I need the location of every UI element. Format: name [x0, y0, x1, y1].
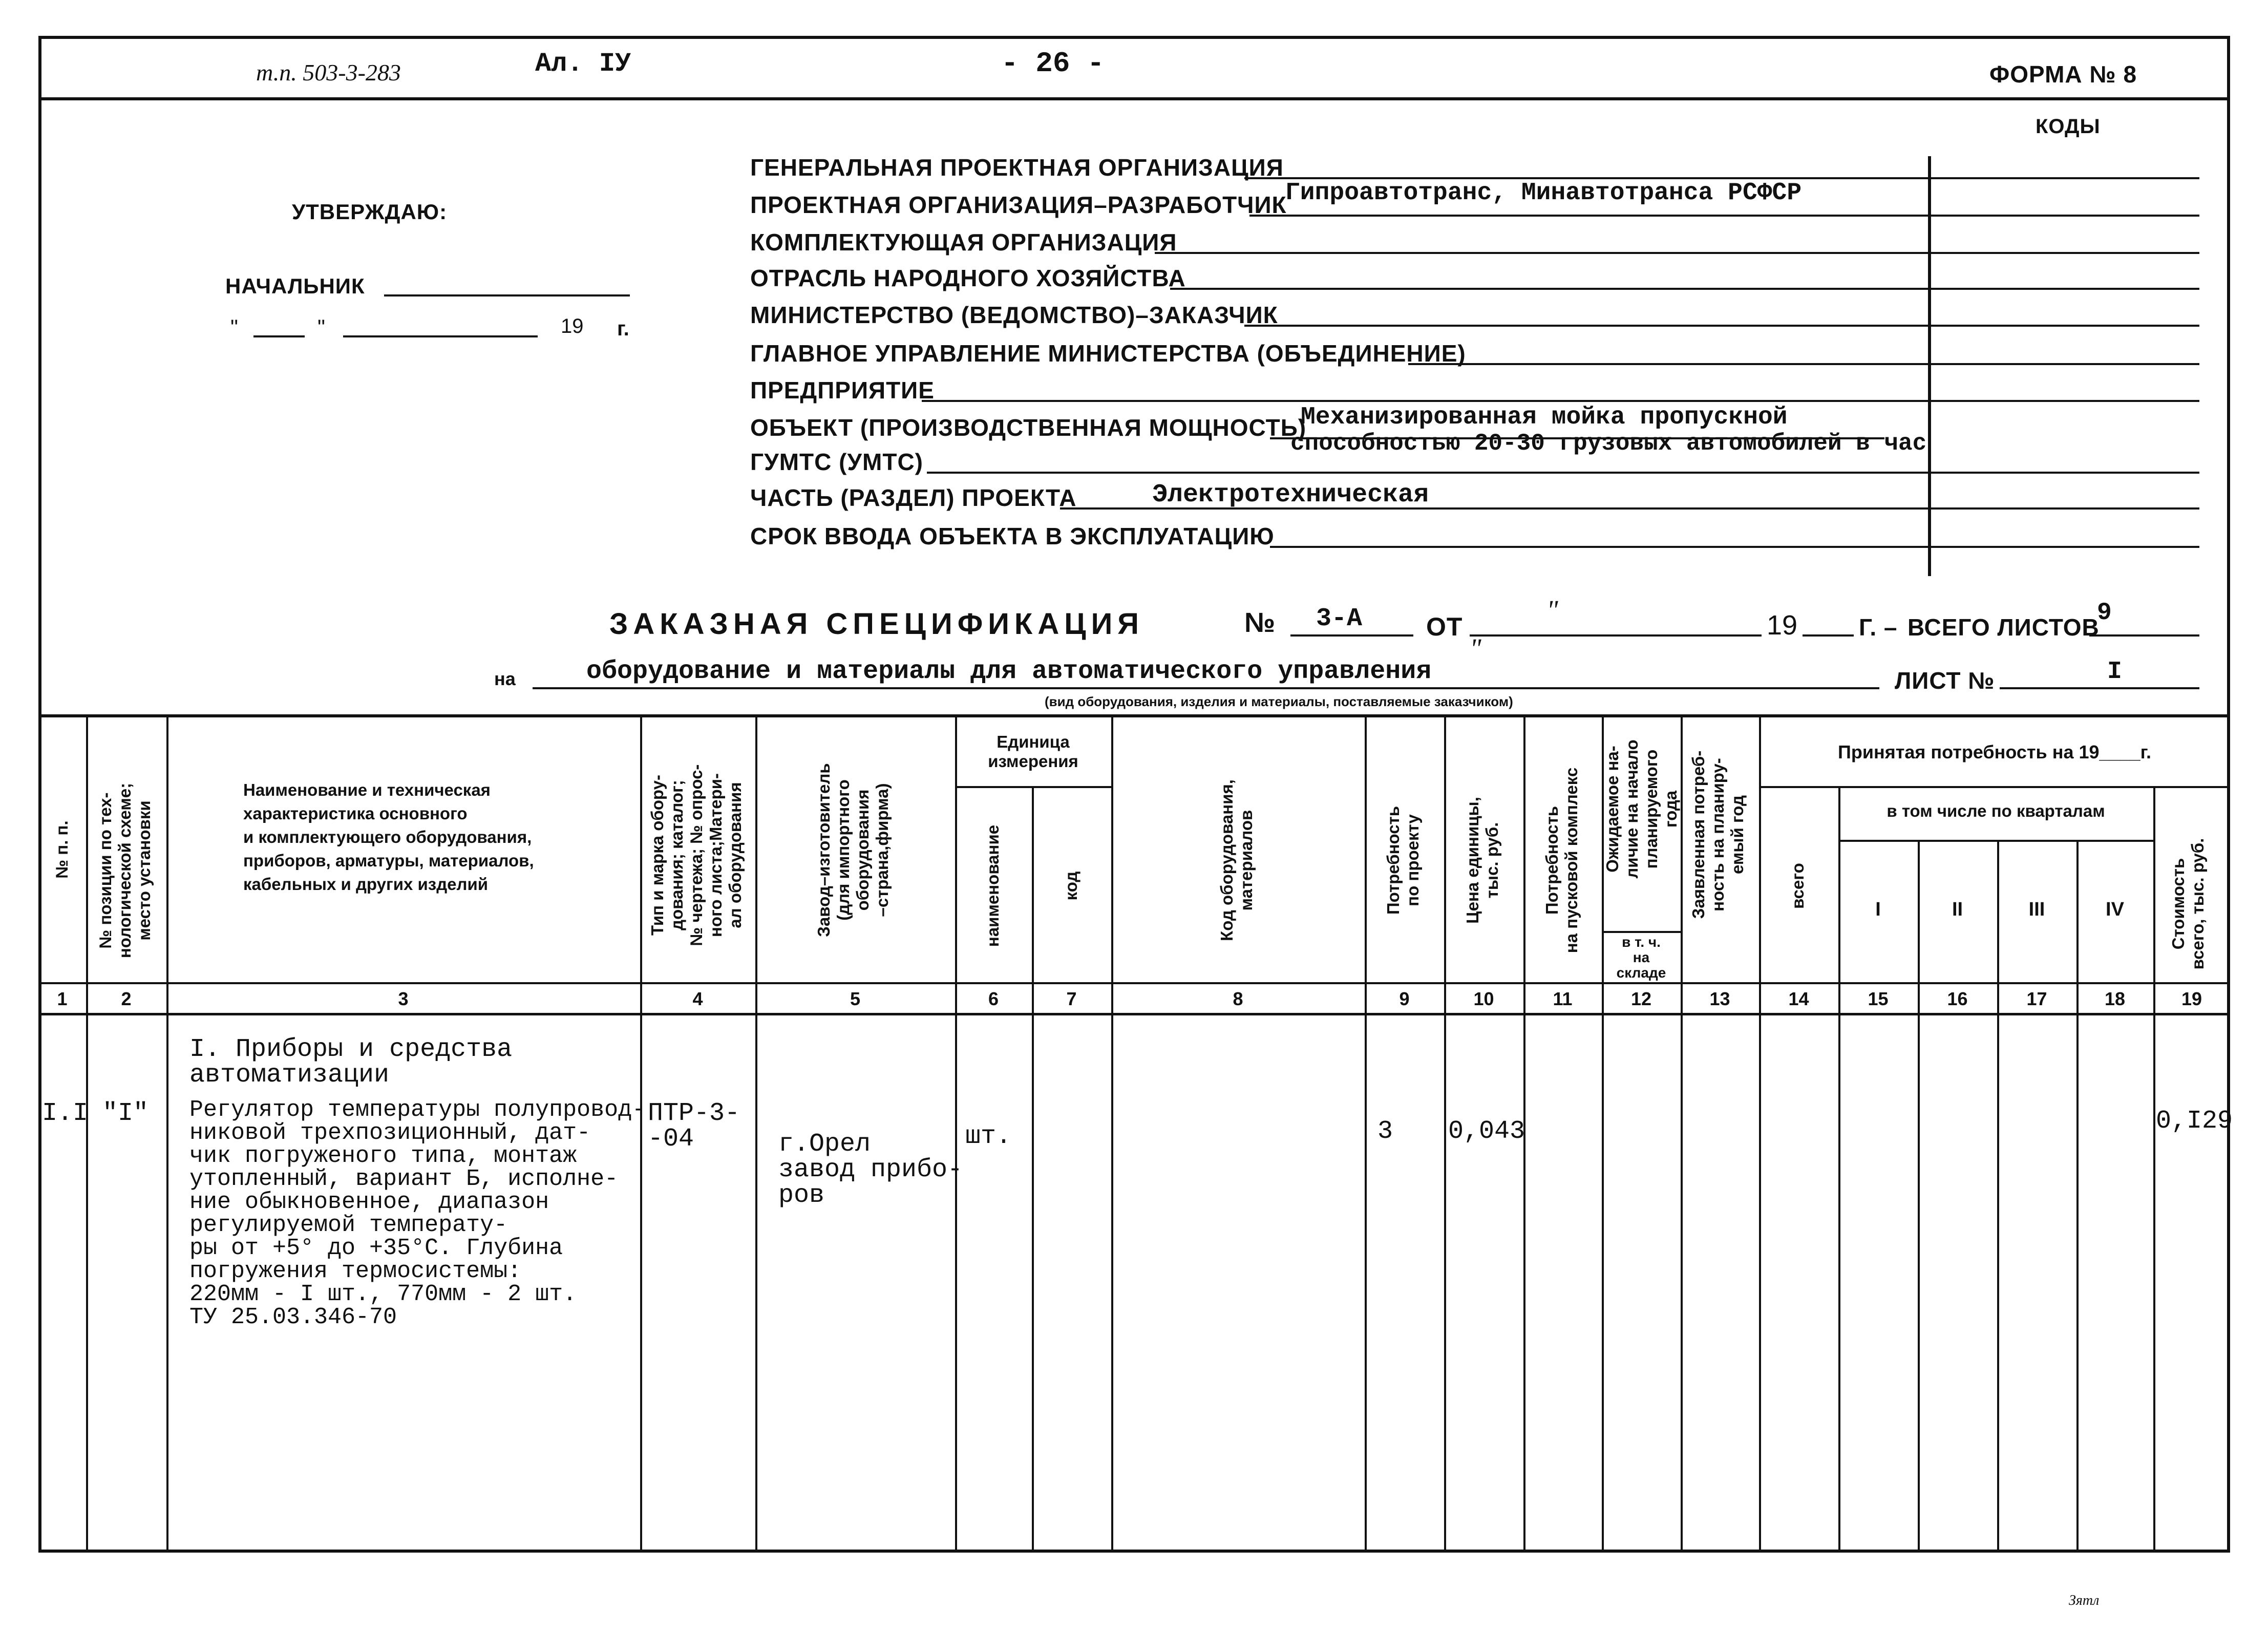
spec-date-line: [1470, 607, 1762, 637]
row-name: Регулятор температуры полупровод- никовой трехпозиционный, дат- чик погруженого типа, монтаж утопленный, вариант Б, исполне- ние обыкновенное, диапазон регулируемой температу- ры от +5° до +35°С. Глубина погружения термосистемы: 220мм - I шт., 770мм - 2 шт. ТУ 25.03.346-70: [189, 1097, 646, 1330]
form-number: ФОРМА № 8: [1989, 61, 2137, 88]
col-header-12: Ожидаемое на- личие на начало планируемого года: [1603, 739, 1680, 879]
album-number: Ал. IУ: [535, 49, 631, 79]
col-line-2: [166, 716, 168, 1551]
spec-number-value: 3-А: [1316, 604, 1363, 633]
ministry-label: МИНИСТЕРСТВО (ВЕДОМСТВО)–ЗАКАЗЧИК: [750, 302, 1278, 328]
chief-signature-line: [384, 274, 630, 296]
col-header-3: Наименование и техническая характеристика основного и комплектующего оборудования, приборов, арматуры, материалов, кабельных и других изделий: [243, 780, 534, 894]
col-number-18: 18: [2104, 988, 2126, 1009]
col-line-9: [1444, 716, 1446, 1551]
quarter-2-header: II: [1952, 899, 1963, 920]
spec-quote-close: ": [1470, 633, 1481, 664]
developer-org-label: ПРОЕКТНАЯ ОРГАНИЗАЦИЯ–РАЗРАБОТЧИК: [750, 192, 1287, 218]
spec-from-label: ОТ: [1426, 612, 1463, 641]
col-number-11: 11: [1553, 988, 1573, 1009]
col-number-4: 4: [692, 988, 703, 1009]
project-number: т.п. 503-3-283: [256, 59, 401, 86]
col-number-12: 12: [1630, 988, 1652, 1009]
spec-year-suffix: Г. –: [1859, 614, 1898, 641]
col-header-8: Код оборудования, материалов: [1217, 779, 1256, 941]
approve-title: УТВЕРЖДАЮ:: [292, 200, 448, 224]
col-header-11: Потребность на пусковой комплекс: [1542, 767, 1581, 953]
col-header-7: код: [1062, 871, 1080, 901]
col-line-15: [1918, 840, 1920, 1551]
col-line-1: [86, 716, 88, 1551]
row-number: I.I: [42, 1099, 89, 1128]
col-header-6: наименование: [983, 824, 1002, 947]
table-number-row-bottom: [38, 1013, 2230, 1015]
commissioning-label: СРОК ВВОДА ОБЪЕКТА В ЭКСПЛУАТАЦИЮ: [750, 523, 1275, 549]
industry-label: ОТРАСЛЬ НАРОДНОГО ХОЗЯЙСТВА: [750, 265, 1186, 291]
page-number: - 26 -: [1001, 47, 1105, 80]
col-number-7: 7: [1066, 988, 1077, 1009]
enterprise-line: [922, 376, 2199, 402]
project-part-value: Электротехническая: [1152, 480, 1429, 510]
col-line-13: [1759, 716, 1761, 1551]
col-header-1: № п. п.: [52, 820, 71, 879]
col-number-9: 9: [1399, 988, 1410, 1009]
col-line-18: [2153, 786, 2155, 1551]
sheet-no-line: [2000, 661, 2199, 689]
col-header-19: Стоимость всего, тыс. руб.: [2169, 838, 2207, 970]
col-number-10: 10: [1473, 988, 1494, 1009]
general-org-label: ГЕНЕРАЛЬНАЯ ПРОЕКТНАЯ ОРГАНИЗАЦИЯ: [750, 154, 1284, 181]
date-year: 19: [561, 315, 584, 337]
industry-line: [1170, 264, 2199, 290]
row-maker: г.Орел завод прибо- ров: [778, 1130, 963, 1210]
stock-subheader-rule: [1602, 931, 1681, 933]
date-month-line: [343, 315, 538, 337]
quarter-4-header: IV: [2106, 899, 2124, 920]
gumts-label: ГУМТС (УМТС): [750, 449, 923, 475]
col-line-7: [1111, 716, 1113, 1551]
sheets-label: ВСЕГО ЛИСТОВ: [1907, 614, 2100, 641]
col-line-6: [1032, 786, 1034, 1551]
frame-bottom: [38, 1550, 2230, 1553]
accepted-header: Принятая потребность на 19____г.: [1838, 741, 2151, 762]
row-unit: шт.: [965, 1122, 1012, 1151]
frame-right: [2227, 36, 2230, 1552]
quarters-header: в том числе по кварталам: [1887, 801, 2105, 820]
completing-org-line: [1155, 228, 2199, 254]
col-header-4: Тип и марка обору- дования; каталог; № чертежа; № опрос- ного листа;Матери- ал оборудования: [648, 764, 745, 946]
object-label: ОБЪЕКТ (ПРОИЗВОДСТВЕННАЯ МОЩНОСТЬ): [750, 414, 1307, 441]
spec-on-label: на: [494, 668, 516, 689]
main-department-label: ГЛАВНОЕ УПРАВЛЕНИЕ МИНИСТЕРСТВА (ОБЪЕДИНЕНИЕ): [750, 340, 1466, 367]
spec-on-value: оборудование и материалы для автоматического управления: [586, 657, 1432, 686]
unit-subheader-rule: [955, 786, 1111, 788]
codes-divider: [1928, 156, 1931, 576]
completing-org-label: КОМПЛЕКТУЮЩАЯ ОРГАНИЗАЦИЯ: [750, 229, 1177, 256]
col-number-15: 15: [1868, 988, 1889, 1009]
col-number-2: 2: [121, 988, 132, 1009]
header-rule: [38, 97, 2230, 100]
quarter-3-header: III: [2028, 899, 2045, 920]
spec-year-line: [1803, 607, 1854, 637]
col-header-14: всего: [1788, 863, 1807, 909]
chief-label: НАЧАЛЬНИК: [225, 274, 365, 298]
row-type: ПТР-3- -04: [648, 1099, 740, 1154]
col-header-12b: в т. ч. на складе: [1616, 934, 1666, 981]
col-line-8: [1365, 716, 1367, 1551]
col-number-1: 1: [57, 988, 68, 1009]
col-header-2: № позиции по тех- нологической схеме; место установки: [96, 782, 154, 959]
col-line-17: [2076, 840, 2079, 1551]
col-line-16: [1997, 840, 1999, 1551]
row-position: "I": [102, 1099, 149, 1128]
spec-title: ЗАКАЗНАЯ СПЕЦИФИКАЦИЯ: [609, 607, 1144, 641]
sheets-value: 9: [2097, 599, 2112, 627]
project-part-label: ЧАСТЬ (РАЗДЕЛ) ПРОЕКТА: [750, 484, 1077, 511]
col-number-8: 8: [1233, 988, 1243, 1009]
col-number-3: 3: [398, 988, 409, 1009]
accepted-subheader-rule: [1759, 786, 2230, 788]
col-number-13: 13: [1709, 988, 1730, 1009]
row-quantity: 3: [1377, 1117, 1393, 1146]
col-header-9: Потребность по проекту: [1384, 805, 1422, 915]
table-header-bottom: [38, 982, 2230, 984]
col-header-10: Цена единицы, тыс. руб.: [1463, 797, 1501, 924]
developer-org-value: Гипроавтотранс, Минавтотранса РСФСР: [1285, 179, 1802, 207]
row-price: 0,043: [1448, 1117, 1525, 1146]
footer-mark: Зятл: [2069, 1593, 2100, 1608]
date-quote-open: ": [230, 315, 238, 339]
col-number-5: 5: [850, 988, 861, 1009]
col-number-19: 19: [2181, 988, 2202, 1009]
col-number-16: 16: [1947, 988, 1968, 1009]
row-cost: 0,I29: [2156, 1107, 2233, 1136]
spec-year: 19: [1767, 610, 1798, 641]
section-heading: I. Приборы и средства автоматизации: [189, 1035, 513, 1090]
codes-label: КОДЫ: [2036, 115, 2101, 138]
date-year-suffix: г.: [617, 317, 629, 340]
spec-number-label: №: [1244, 607, 1276, 638]
spec-quote-open: ": [1546, 595, 1558, 625]
object-value: Механизированная мойка пропускной: [1301, 404, 1788, 431]
col-number-14: 14: [1788, 988, 1809, 1009]
quarter-1-header: I: [1875, 899, 1881, 920]
date-day-line: [253, 315, 305, 337]
commissioning-line: [1270, 522, 2199, 548]
ministry-line: [1244, 301, 2199, 327]
main-department-line: [1408, 340, 2199, 365]
frame-left: [38, 36, 41, 1552]
col-line-12: [1681, 716, 1683, 1551]
sheet-no-value: I: [2107, 658, 2122, 686]
general-org-line: [1244, 154, 2199, 179]
col-number-6: 6: [988, 988, 999, 1009]
quarters-subheader-rule: [1838, 840, 2153, 842]
col-line-4: [755, 716, 757, 1551]
table-top-rule: [38, 714, 2230, 717]
gumts-value: способностью 20-30 грузовых автомобилей в час: [1290, 430, 1927, 457]
sheet-no-label: ЛИСТ №: [1895, 667, 1995, 694]
enterprise-label: ПРЕДПРИЯТИЕ: [750, 377, 935, 404]
col-header-5: Завод–изготовитель (для импортного оборудования –страна,фирма): [814, 763, 892, 937]
spec-note: (вид оборудования, изделия и материалы, поставляемые заказчиком): [1045, 694, 1513, 709]
col-header-13: Заявленная потреб- ность на планиру- емый год: [1689, 750, 1747, 919]
frame-top: [38, 36, 2230, 39]
date-quote-close: ": [317, 315, 325, 339]
col-number-17: 17: [2026, 988, 2047, 1009]
col-header-unit: Единица измерения: [988, 732, 1078, 771]
